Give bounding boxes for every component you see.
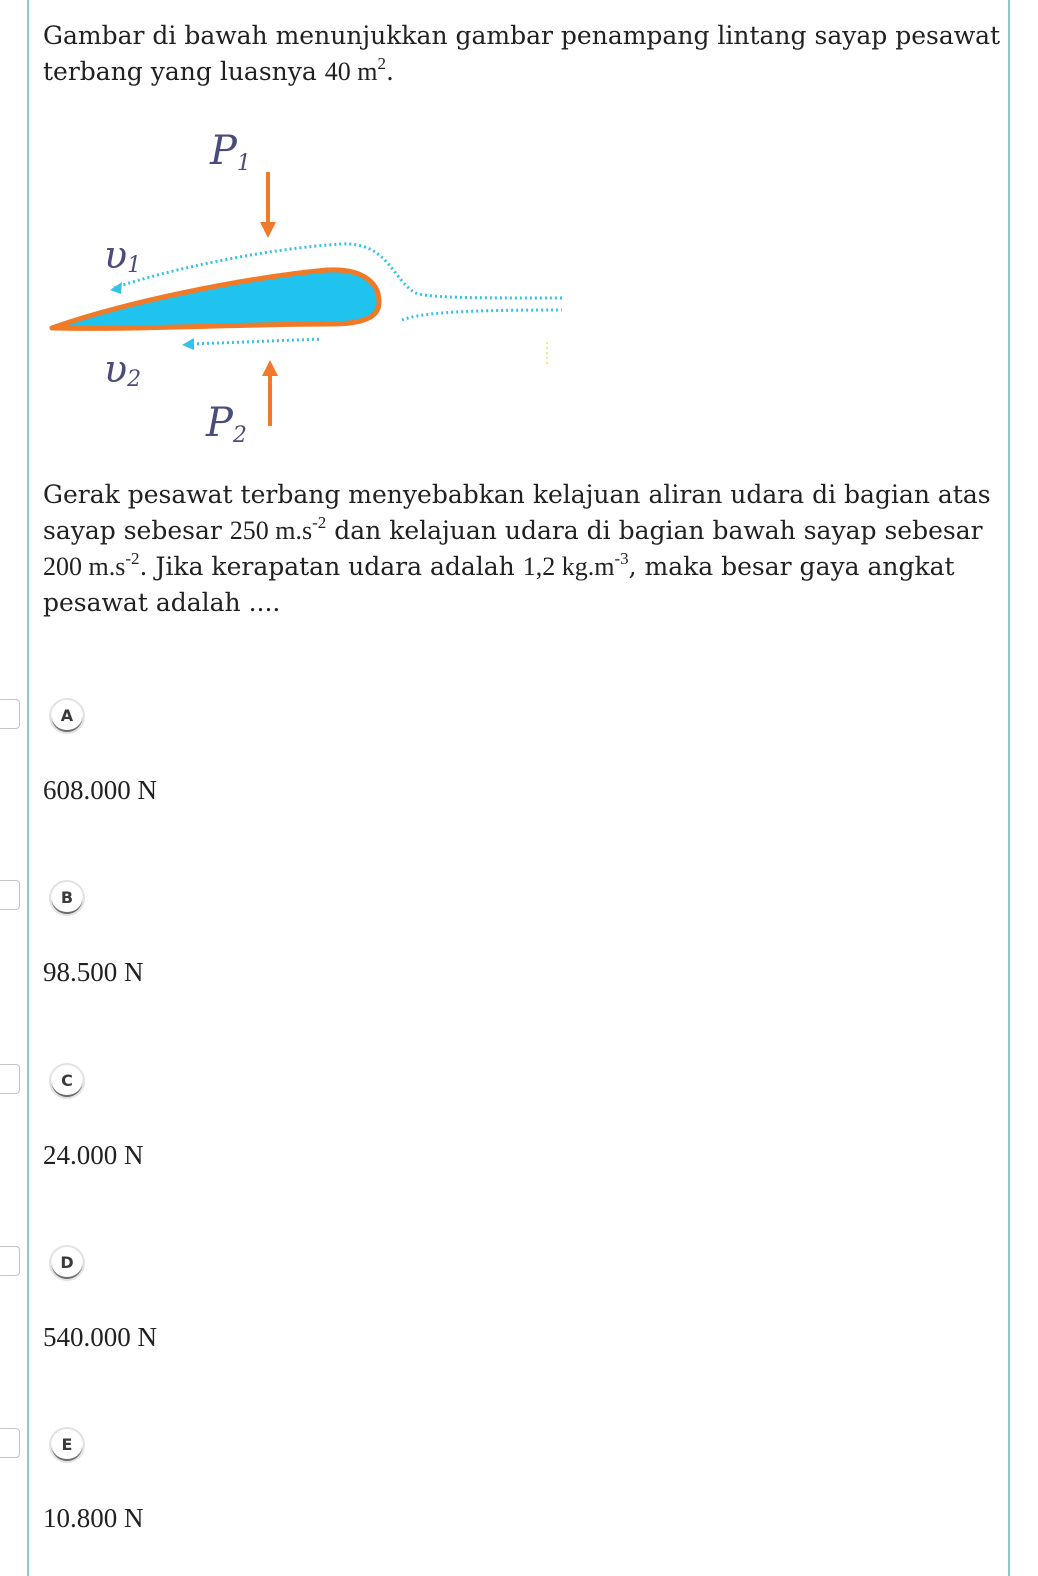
right-border	[1008, 0, 1010, 1576]
option-b-letter-badge[interactable]: B	[49, 880, 85, 916]
density-value: 1,2	[522, 552, 556, 581]
density-math	[522, 549, 629, 581]
density-unit: kg.m	[561, 552, 615, 581]
option-c-text[interactable]: 24.000 N	[43, 1140, 144, 1170]
v1-label: υ1	[104, 233, 142, 278]
v2-math	[43, 549, 140, 581]
v2-exponent: -2	[125, 549, 140, 568]
option-a-letter-badge[interactable]: A	[49, 698, 85, 734]
area-unit: m	[357, 57, 378, 86]
option-d-letter-badge[interactable]: D	[49, 1245, 85, 1281]
v1-unit: m.s	[275, 516, 313, 545]
airflow-lower-arrowhead	[182, 338, 194, 350]
p1-label: P1	[210, 128, 251, 176]
option-e-checkbox[interactable]	[0, 1428, 20, 1458]
left-border	[27, 0, 29, 1576]
question-intro	[43, 18, 1003, 90]
v2-value: 200	[43, 552, 82, 581]
body-text-4: , maka besar gaya angkat pesawat adalah ....	[43, 552, 955, 617]
intro-text: Gambar di bawah menunjukkan gambar penampang lintang sayap pesawat terbang yang luasnya	[43, 21, 1001, 86]
body-text-2: dan kelajuan udara di bagian bawah sayap sebesar	[326, 516, 983, 545]
intro-period: .	[385, 57, 394, 86]
body-text-3: . Jika kerapatan udara adalah	[139, 552, 523, 581]
v1-math	[229, 513, 327, 545]
v2-unit: m.s	[88, 552, 126, 581]
airflow-upper-arrowhead	[110, 282, 122, 294]
question-body	[43, 477, 1003, 621]
v1-value: 250	[229, 516, 269, 545]
area-value: 40	[324, 57, 351, 86]
option-d-text[interactable]: 540.000 N	[43, 1322, 157, 1352]
v1-exponent: -2	[312, 513, 327, 532]
area-exponent: 2	[377, 54, 386, 73]
option-b-text[interactable]: 98.500 N	[43, 957, 144, 987]
option-e-text[interactable]: 10.800 N	[43, 1503, 144, 1533]
area-math	[324, 54, 386, 86]
body-text-1: Gerak pesawat terbang menyebabkan kelajuan aliran udara di bagian atas sayap sebesar	[43, 480, 991, 545]
wing-shape	[52, 270, 379, 329]
option-d-checkbox[interactable]	[0, 1246, 20, 1276]
density-exponent: -3	[614, 549, 629, 568]
v2-label: υ2	[104, 347, 142, 392]
option-e-letter-badge[interactable]: E	[49, 1427, 85, 1463]
option-c-checkbox[interactable]	[0, 1064, 20, 1094]
option-a-checkbox[interactable]	[0, 699, 20, 729]
option-b-checkbox[interactable]	[0, 880, 20, 910]
option-c-letter-badge[interactable]: C	[49, 1063, 85, 1099]
p2-label: P2	[206, 400, 247, 448]
wing-diagram	[42, 118, 582, 448]
option-a-text[interactable]: 608.000 N	[43, 775, 157, 805]
